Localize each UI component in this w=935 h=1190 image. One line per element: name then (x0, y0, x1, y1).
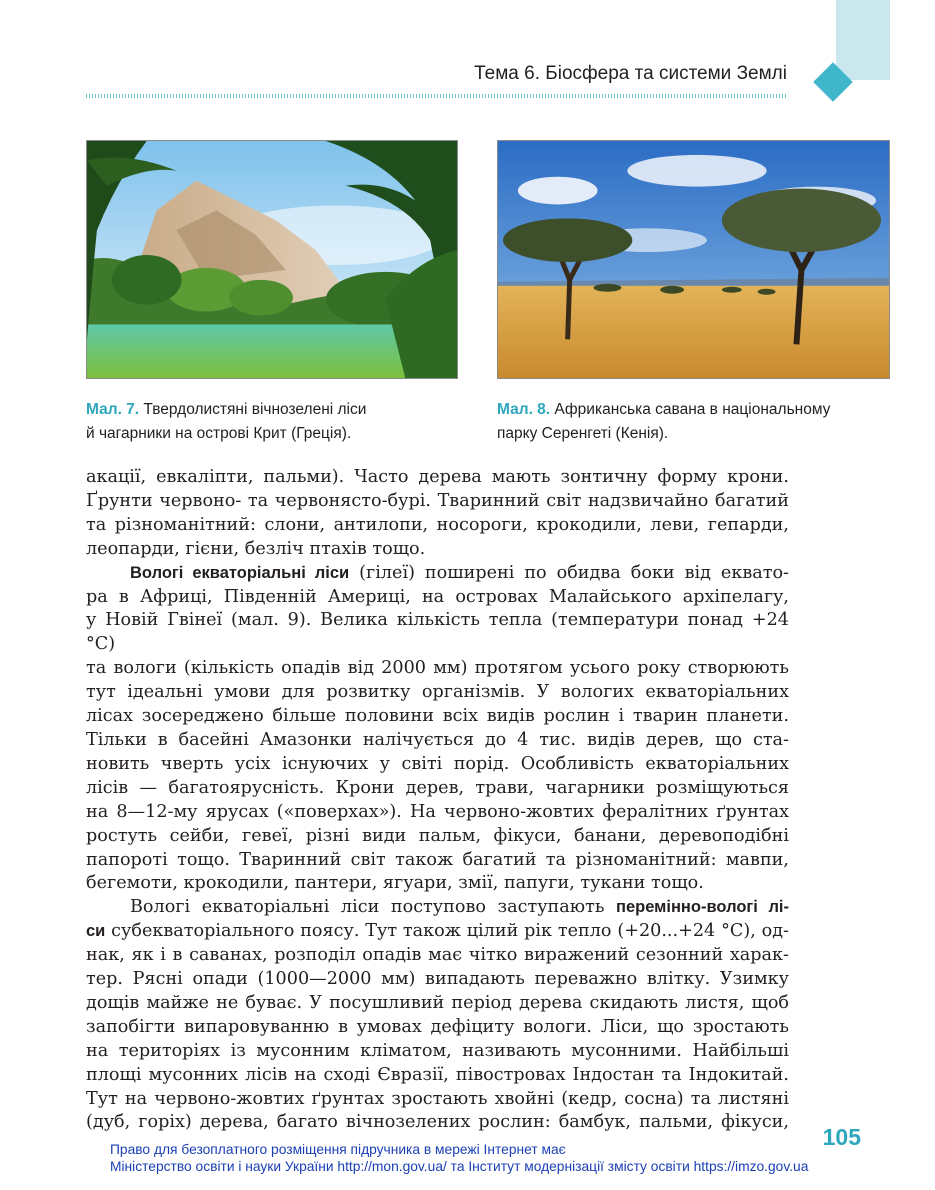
text-line: акації, евкаліпти, пальми). Часто дерева мають зонтичну форму крони. (86, 467, 789, 487)
paragraph-1 (86, 466, 789, 562)
corner-tab (836, 0, 890, 80)
figure-8-caption-line2: парку Серенгеті (Кенія). (497, 425, 669, 442)
text-line: площі мусонних лісів на сході Євразії, півостровах Індостан та Індокитай. (86, 1064, 789, 1085)
paragraph-2 (86, 562, 789, 897)
text-line: на 8—12-му ярусах («поверхах»). На червоно-жовтих фералітних ґрунтах (86, 801, 789, 822)
text-line: Тут на червоно-жовтих ґрунтах зростають хвойні (кедр, сосна) та листяні (86, 1088, 789, 1109)
text-line: тут ідеальні умови для розвитку організмів. У вологих екваторіальних (86, 682, 789, 703)
text-line: тер. Рясні опади (1000—2000 мм) випадають переважно влітку. Узимку (86, 969, 789, 990)
figure-7-caption (86, 398, 366, 446)
text-line: та різноманітний: слони, антилопи, носороги, крокодили, леви, гепарди, (86, 514, 789, 535)
text-fragment: (гілеї) поширені по обидва боки від еквато- (359, 562, 790, 583)
page-number: 105 (822, 1124, 861, 1150)
chapter-title: Тема 6. Біосфера та системи Землі (474, 63, 787, 84)
text-line (86, 920, 789, 944)
text-line (86, 562, 789, 586)
text-line: папороті тощо. Тваринний світ також багатий та різноманітний: мавпи, (86, 849, 789, 870)
text-fragment: Вологі екваторіальні ліси поступово заступають (130, 897, 605, 918)
figure-8-photo (497, 140, 890, 379)
paragraph-3 (86, 896, 789, 1135)
term-variably-humid-forests-end: си (86, 922, 106, 941)
copyright-footer (110, 1141, 808, 1175)
footer-line-1: Право для безоплатного розміщення підручника в мережі Інтернет має (110, 1142, 566, 1157)
figure-7-label: Мал. 7. (86, 401, 140, 418)
header-dotted-rule (86, 94, 788, 98)
text-line: ра в Африці, Південній Америці, на островах Малайського архіпелагу, (86, 586, 789, 607)
text-line: (дуб, горіх) дерева, багато вічнозелених рослин: бамбук, пальми, фікуси, (86, 1112, 789, 1133)
figure-7-caption-line1: Твердолистяні вічнозелені ліси (143, 401, 367, 418)
text-line: Ґрунти червоно- та червонясто-бурі. Тваринний світ надзвичайно багатий (86, 490, 789, 511)
figure-8-caption-line1: Африканська савана в національному (554, 401, 831, 418)
text-line: лісів — багатоярусність. Крони дерев, трави, чагарники розміщуються (86, 777, 789, 798)
figure-7-photo (86, 140, 458, 379)
figure-8-caption (497, 398, 830, 446)
text-line: у Новій Гвінеї (мал. 9). Велика кількість тепла (температури понад +24 °С) (86, 610, 789, 655)
term-humid-equatorial-forests: Вологі екваторіальні ліси (130, 563, 350, 582)
text-line: нак, як і в саванах, розподіл опадів має чітко виражений сезонний харак- (86, 945, 789, 966)
text-line: новить чверть усіх існуючих у світі порід. Особливість екваторіальних (86, 753, 789, 774)
text-line: леопарди, гієни, безліч птахів тощо. (86, 538, 426, 559)
text-line: та вологи (кількість опадів від 2000 мм) протягом усього року створюють (86, 658, 789, 679)
term-variably-humid-forests: перемінно-вологі лі- (616, 898, 790, 917)
text-line: на територіях із мусонним кліматом, називають мусонними. Найбільші (86, 1040, 789, 1061)
main-text (86, 466, 789, 1135)
text-line: запобігти випаровуванню в умовах дефіциту вологи. Ліси, що зростають (86, 1016, 789, 1037)
footer-line-2: Міністерство освіти і науки України http://mon.gov.ua/ та Інститут модернізації змісту освіти https://imzo.gov.ua (110, 1159, 809, 1174)
text-line: ростуть сейби, гевеї, різні види пальм, фікуси, банани, деревоподібні (86, 825, 789, 846)
text-line: бегемоти, крокодили, пантери, ягуари, змії, папуги, тукани тощо. (86, 873, 704, 894)
text-fragment: субекваторіального поясу. Тут також цілий рік тепло (+20...+24 °С), од- (111, 921, 789, 942)
text-line: Тільки в басейні Амазонки налічується до 4 тис. видів дерев, що ста- (86, 729, 789, 750)
figure-8-label: Мал. 8. (497, 401, 551, 418)
figure-7-caption-line2: й чагарники на острові Крит (Греція). (86, 425, 352, 442)
text-line (86, 896, 789, 920)
text-line: лісах зосереджено більше половини всіх видів рослин і тварин планети. (86, 706, 789, 727)
text-line: дощів майже не буває. У посушливий період дерева скидають листя, щоб (86, 992, 789, 1013)
